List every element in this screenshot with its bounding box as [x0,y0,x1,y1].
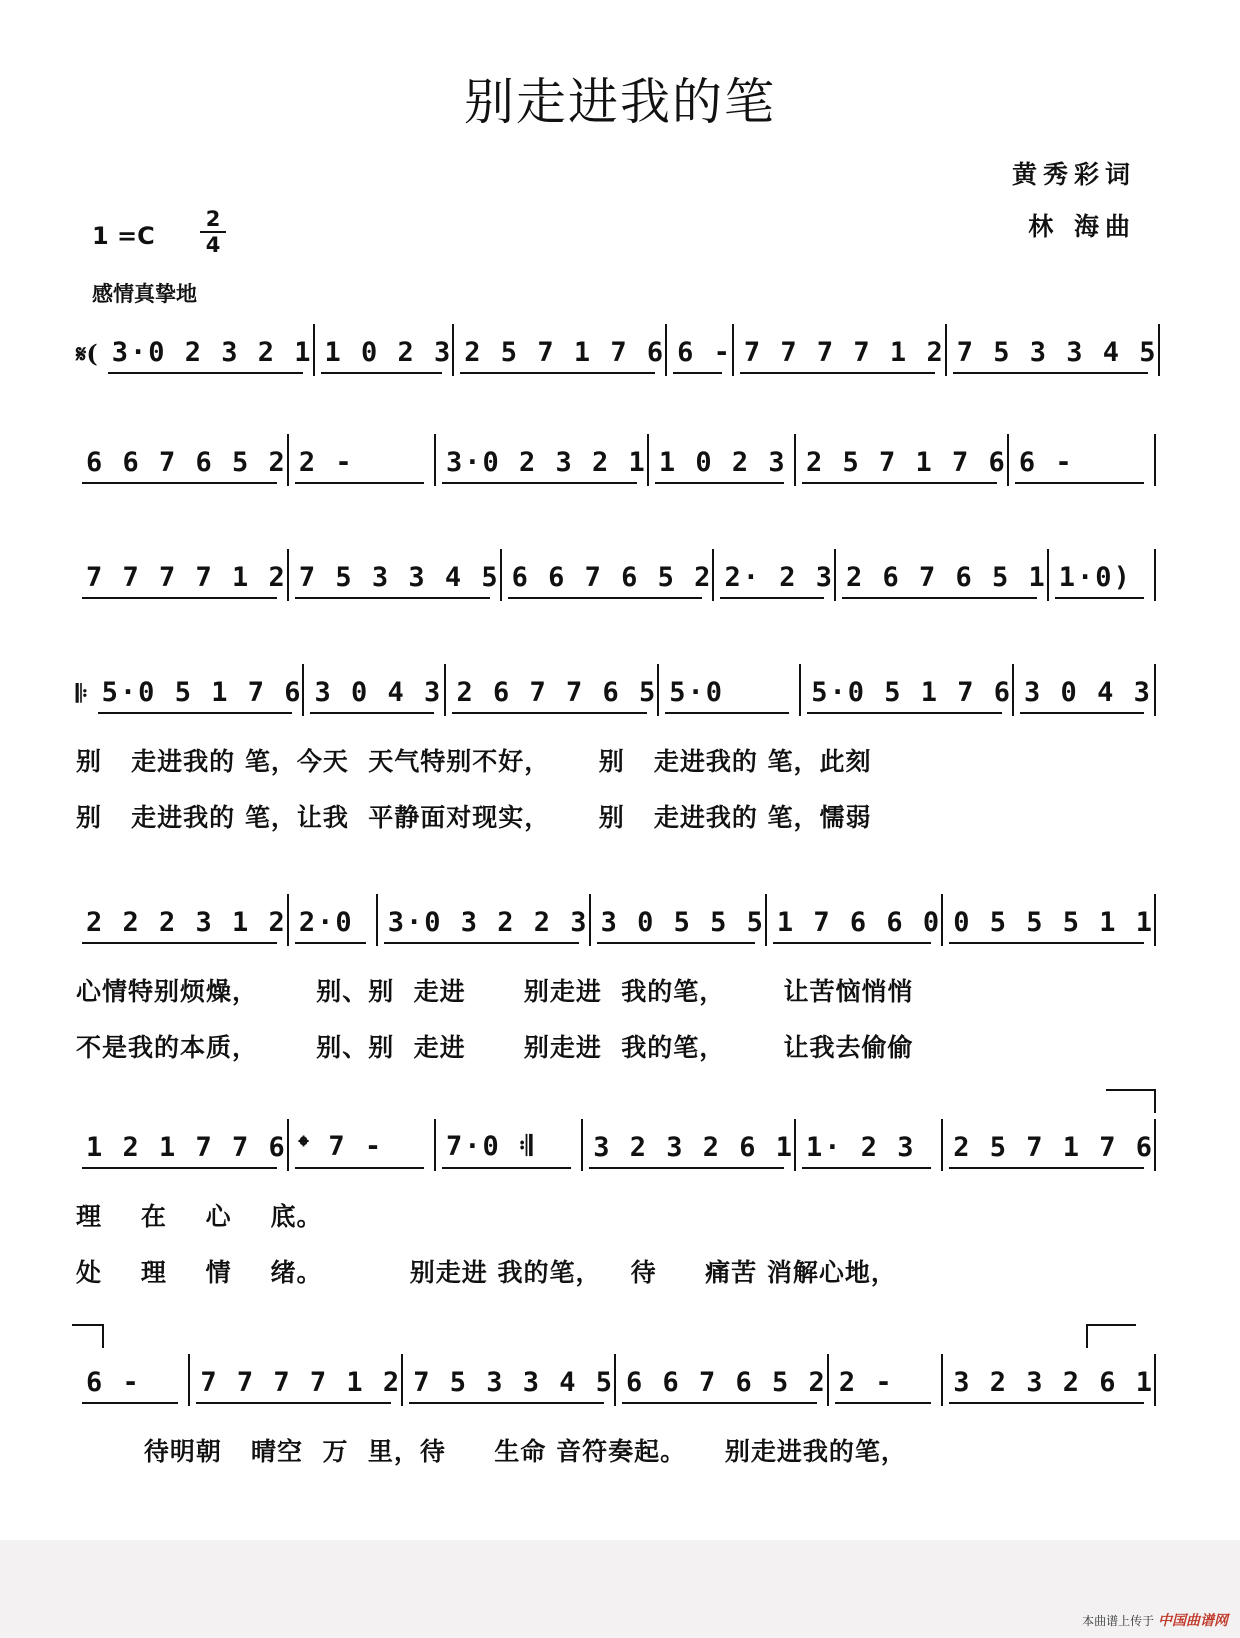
measure: 2 6 7 6 5 1 [836,553,1047,593]
notes-row [76,438,1156,478]
barline [1154,894,1156,946]
measure: 1·0) [1049,553,1154,593]
measure: 2 5 7 1 7 6 [943,1123,1154,1163]
measure: 2 6 7 7 6 5 [446,668,657,708]
measure: 6 6 7 6 5 2 [616,1358,827,1398]
notes-row [76,553,1156,593]
barline [1154,434,1156,486]
lyric-verse-2: 别 走进我的 笔，让我 平静面对现实， 别 走进我的 笔，懦弱 [76,803,872,832]
measure: 3 2 3 2 6 1 [943,1358,1154,1398]
lyric-verse-1: 别 走进我的 笔，今天 天气特别不好， 别 走进我的 笔，此刻 [76,747,872,776]
barline [1154,664,1156,716]
lyric-verse-2: 处 理 情 绪。 别走进 我的笔， 待 痛苦 消解心地， [76,1258,897,1287]
measure: 5·0 [659,668,799,708]
footer-credit [1082,1610,1228,1630]
tempo-marking: 感情真挚地 [92,282,197,306]
time-signature-bottom: 4 [205,233,221,257]
lyric-verse-1: 心情特别烦燥， 别、别 走进 别走进 我的笔， 让苦恼悄悄 [76,977,914,1006]
volta-bracket-start [1086,1324,1136,1348]
measure: 2 5 7 1 7 6 [454,328,665,368]
notes-row [76,1123,1156,1163]
measure: 5·0 5 1 7 6 [801,668,1012,708]
notes-row [76,898,1156,938]
measure: 2 5 7 1 7 6 [796,438,1007,478]
footer-text: 本曲谱上传于 [1082,1614,1155,1628]
measure: 2 - [829,1358,941,1398]
barline [1158,324,1160,376]
measure: 6 6 7 6 5 2 [76,438,287,478]
measure: 3 0 4 3 [1014,668,1154,708]
measure: 3·0 2 3 2 1 [102,328,313,368]
barline [1154,1354,1156,1406]
measure: 1 0 2 3 [315,328,453,368]
measure: 3 0 5 5 5 [591,898,765,938]
time-signature [200,208,226,256]
lyric-verse-1: 待明朝 晴空 万 里，待 生命 音符奏起。 别走进我的笔， [76,1437,907,1466]
time-signature-top: 2 [205,207,221,231]
measure: 1 7 6 6 0 [767,898,941,938]
lyric-verse-1: 理 在 心 底。 [76,1202,323,1231]
measure: 𝄌 7 - [289,1123,434,1163]
measure: 7 5 3 3 4 5 [289,553,500,593]
measure: 6 - [76,1358,188,1398]
volta-bracket [1106,1089,1156,1113]
measure: 7 7 7 7 1 2 [190,1358,401,1398]
measure: 3 0 4 3 [304,668,444,708]
measure: 6 - [1009,438,1154,478]
notes-row [76,668,1156,708]
measure: 7 5 3 3 4 5 [403,1358,614,1398]
measure: 5·0 5 1 7 6 [92,668,303,708]
key-signature: 1 =C [92,222,155,250]
measure: 1 2 1 7 7 6 [76,1123,287,1163]
notes-row [76,1358,1156,1398]
measure: 3 2 3 2 6 1 [583,1123,794,1163]
lyricist-credit: 黄秀彩词 [1011,160,1136,189]
barline [1154,549,1156,601]
site-logo: 中国曲谱网 [1158,1613,1228,1629]
measure: 1· 2 3 [796,1123,941,1163]
measure: 2·0 [289,898,376,938]
measure: 2 2 2 3 1 2 [76,898,287,938]
footer-band [0,1540,1240,1638]
measure: 2· 2 3 [714,553,834,593]
measure: 6 - [667,328,732,368]
line-prefix-mark: 𝄆 [76,679,88,708]
measure: 1 0 2 3 [649,438,794,478]
notes-row [76,328,1156,368]
measure: 6 6 7 6 5 2 [502,553,713,593]
composer-credit: 林 海曲 [1028,212,1136,241]
measure: 7·0 𝄇 [436,1123,581,1163]
measure: 7 7 7 7 1 2 [76,553,287,593]
measure: 7 7 7 7 1 2 [734,328,945,368]
page-title: 别走进我的笔 [464,73,776,131]
measure: 2 - [289,438,434,478]
volta-bracket-end [72,1324,104,1348]
measure: 0 5 5 5 1 1 [943,898,1154,938]
measure: 3·0 3 2 2 3 [378,898,589,938]
line-prefix-mark: 𝄋( [76,339,98,368]
measure: 3·0 2 3 2 1 [436,438,647,478]
barline [1154,1119,1156,1171]
lyric-verse-2: 不是我的本质， 别、别 走进 别走进 我的笔， 让我去偷偷 [76,1033,914,1062]
measure: 7 5 3 3 4 5 [947,328,1158,368]
